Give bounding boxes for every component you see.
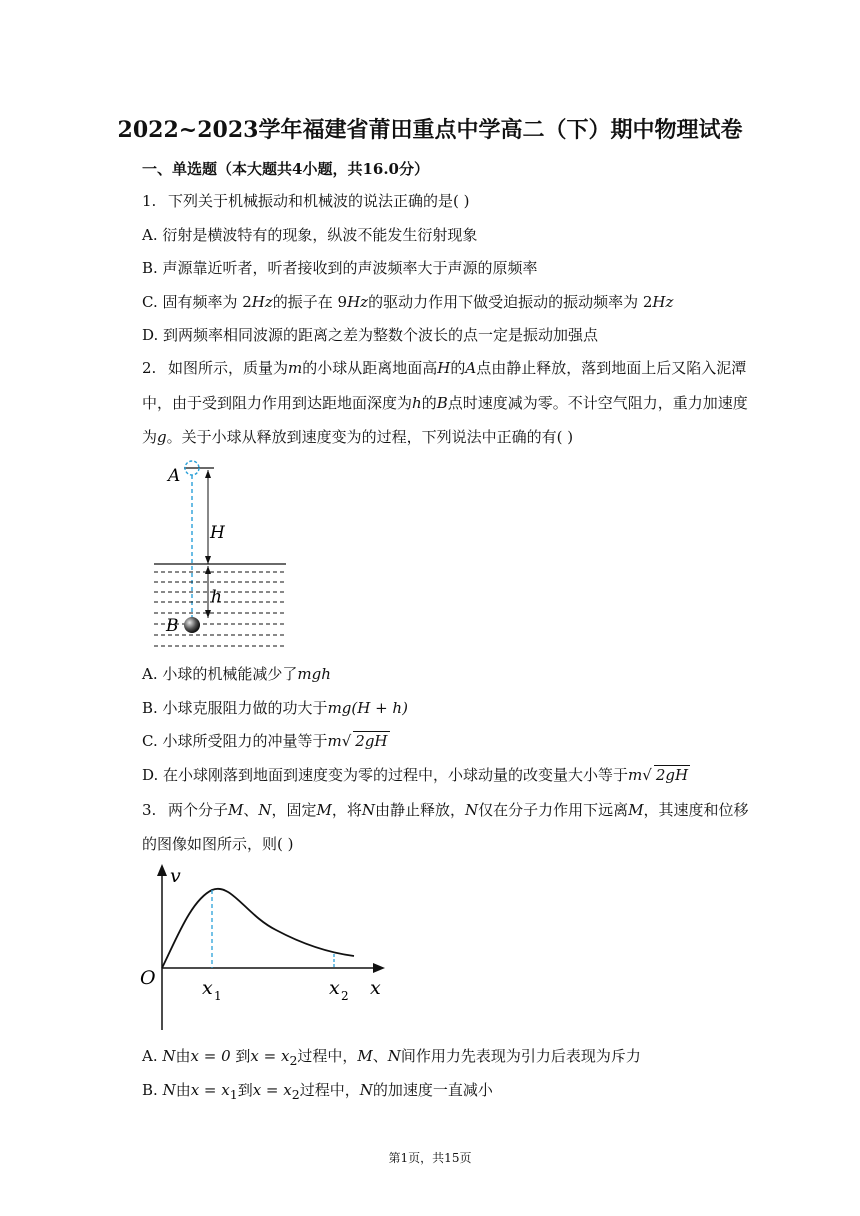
q2-option-b: B. 小球克服阻力做的功大于mg(H + h) bbox=[142, 699, 408, 717]
question-number: 1. bbox=[142, 192, 157, 210]
ball bbox=[184, 617, 200, 633]
question-2-stem-line1: 2. 如图所示，质量为m的小球从距离地面高H的A点由静止释放，落到地面上后又陷入泥潭 bbox=[142, 359, 747, 377]
q2-option-a: A. 小球的机械能减少了mgh bbox=[142, 665, 331, 683]
question-1-stem bbox=[142, 191, 469, 211]
axis-label-v: v bbox=[170, 865, 181, 887]
question-text: 下列关于机械振动和机械波的说法正确的是( ) bbox=[168, 192, 470, 210]
question-3-stem-line2: 的图像如图所示，则( ) bbox=[142, 835, 294, 853]
question-2-stem-line2: 中，由于受到阻力作用到达距地面深度为h的B点时速度减为零。不计空气阻力，重力加速度 bbox=[142, 394, 748, 412]
question-2-stem-line3: 为g。关于小球从释放到速度变为的过程，下列说法中正确的有( ) bbox=[142, 428, 574, 446]
q2-option-c: C. 小球所受阻力的冲量等于m√ 2gH bbox=[142, 732, 388, 750]
page-title: 2022~2023学年福建省莆田重点中学高二（下）期中物理试卷 bbox=[117, 117, 743, 143]
tick-label-x2-sub: 2 bbox=[341, 989, 349, 1003]
q1-option-b: B. 声源靠近听者，听者接收到的声波频率大于声源的原频率 bbox=[142, 259, 538, 277]
label-h-lower: h bbox=[211, 587, 222, 607]
label-h-upper: H bbox=[210, 523, 225, 543]
origin-label: O bbox=[140, 967, 156, 989]
q1-option-d: D. 到两频率相同波源的距离之差为整数个波长的点一定是振动加强点 bbox=[142, 326, 599, 344]
axis-label-x: x bbox=[370, 977, 381, 999]
q1-option-a: A. 衍射是横波特有的现象，纵波不能发生衍射现象 bbox=[142, 226, 478, 244]
tick-label-x1-sub: 1 bbox=[214, 989, 222, 1003]
tick-label-x2: x bbox=[329, 977, 340, 999]
tick-label-x1: x bbox=[202, 977, 213, 999]
question-number: 2. bbox=[142, 359, 157, 377]
q3-option-b: B. N由$x = x_1$到$x = x_2$过程中，N的加速度一直减小 bbox=[142, 1081, 493, 1102]
velocity-displacement-graph bbox=[136, 860, 388, 1034]
label-a: A bbox=[168, 466, 181, 486]
question-number: 3. bbox=[142, 801, 157, 819]
page-footer: 第1页，共15页 bbox=[388, 1151, 472, 1165]
q2-option-d: D. 在小球刚落到地面到速度变为零的过程中，小球动量的改变量大小等于m√ 2gH bbox=[142, 766, 689, 784]
q1-option-c: C. 固有频率为 2Hz的振子在 9Hz的驱动力作用下做受迫振动的振动频率为 2Hz bbox=[142, 293, 674, 311]
question-3-stem-line1: 3. 两个分子M、N，固定M，将N由静止释放，N仅在分子力作用下远离M，其速度和位移 bbox=[142, 801, 749, 819]
label-b: B bbox=[166, 616, 179, 636]
section-heading: 一、单选题（本大题共4小题，共16.0分） bbox=[142, 160, 429, 178]
falling-ball-figure bbox=[150, 458, 290, 650]
velocity-curve bbox=[162, 889, 354, 968]
q3-option-a: A. N由x = 0 到$x = x_2$过程中，M、N间作用力先表现为引力后表现为斥力 bbox=[142, 1047, 641, 1068]
